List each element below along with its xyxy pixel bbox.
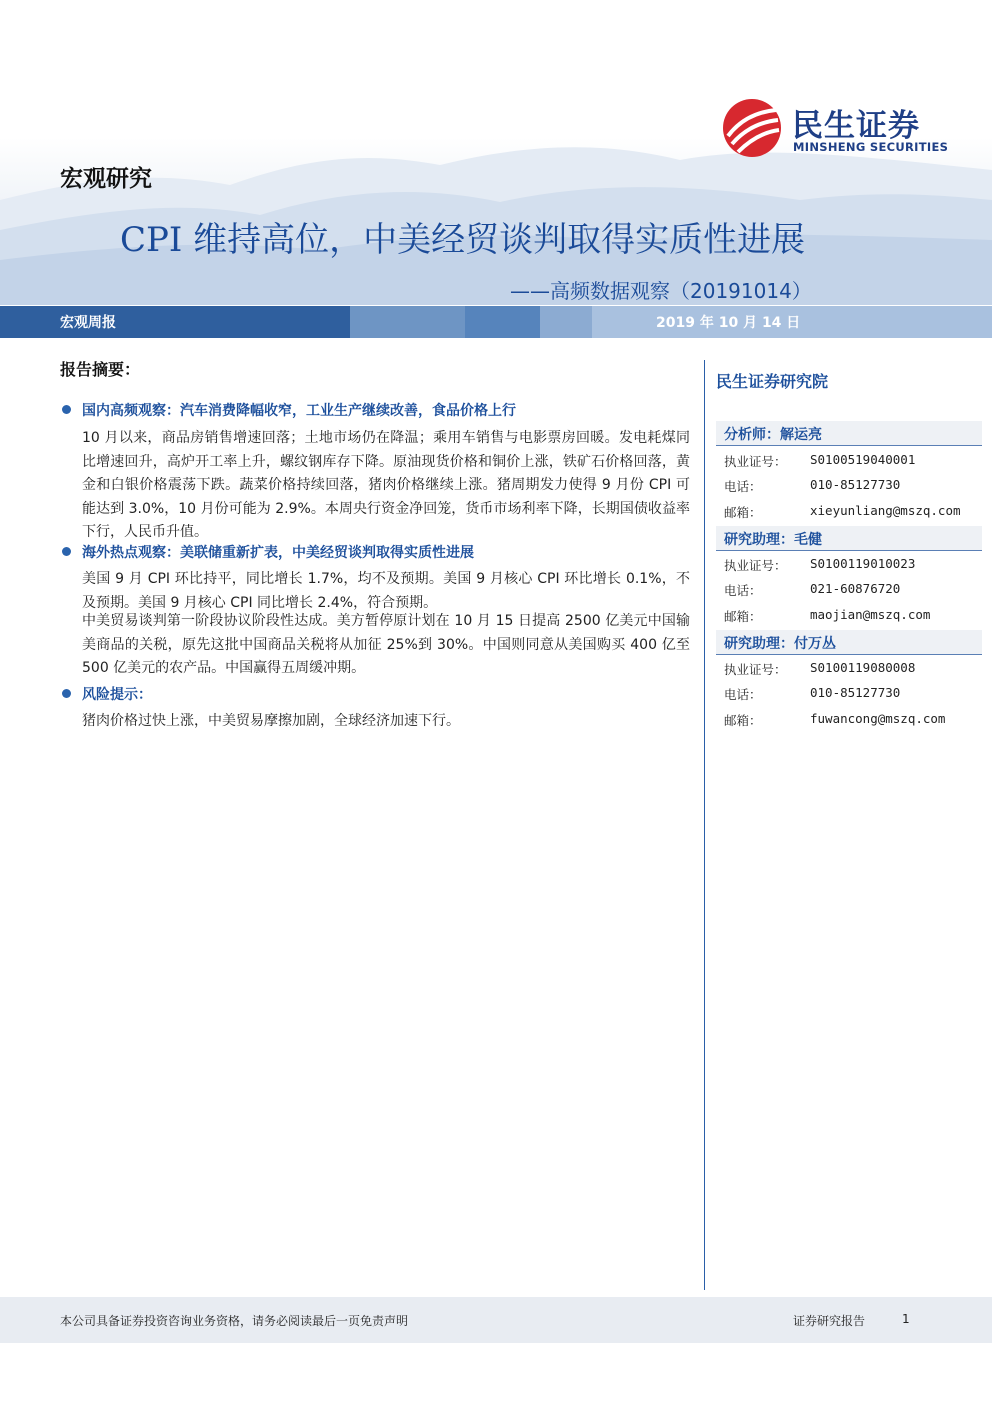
phone-number: 021-60876720 — [810, 581, 901, 596]
bar-segment — [540, 306, 592, 338]
email-link[interactable]: fuwancong@mszq.com — [810, 711, 946, 726]
phone-number: 010-85127730 — [810, 477, 901, 492]
bullet-icon — [62, 405, 71, 414]
institute-name: 民生证券研究院 — [716, 372, 829, 391]
header-bar — [0, 306, 992, 338]
footer-doc-type: 证券研究报告 — [793, 1314, 866, 1328]
bar-segment — [465, 306, 540, 338]
brand-name-cn: 民生证券 — [792, 108, 920, 144]
sidebar-divider — [704, 360, 705, 1290]
report-type-label: 宏观周报 — [60, 315, 116, 331]
page-number: 1 — [902, 1312, 910, 1326]
section-title-overseas: 海外热点观察：美联储重新扩表，中美经贸谈判取得实质性进展 — [82, 545, 474, 561]
bullet-icon — [62, 689, 71, 698]
section-paragraph: 美国 9 月 CPI 环比持平，同比增长 1.7%，均不及预期。美国 9 月核心 CPI 环比增长 0.1%，不及预期。美国 9 月核心 CPI 同比增长 2.4%，符合预期。 — [82, 571, 690, 611]
brand-name-en: MINSHENG SECURITIES — [793, 140, 949, 154]
license-number: S0100119080008 — [810, 660, 916, 675]
license-number: S0100519040001 — [810, 452, 916, 467]
section-paragraph: 10 月以来，商品房销售增速回落；土地市场仍在降温；乘用车销售与电影票房回暖。发电耗煤同比增速回升，高炉开工率上升，螺纹钢库存下降。原油现货价格和铜价上涨，铁矿石价格回落，黄金和白银价格震荡下跌。蔬菜价格持续回落，猪肉价格继续上涨。猪周期发力使得 9 月份 CPI 可能达到 3.0%，10 月份可能为 2.9%。本周央行资金净回笼，货币市场利率下降，长期国债收益率下行，人民币升值。 — [82, 430, 690, 540]
bullet-icon — [62, 547, 71, 556]
email-label: 邮箱： — [724, 609, 762, 624]
minsheng-logo-icon — [722, 98, 782, 158]
license-label: 执业证号： — [724, 558, 787, 573]
footer-disclaimer: 本公司具备证券投资咨询业务资格，请务必阅读最后一页免责声明 — [60, 1314, 409, 1328]
email-label: 邮箱： — [724, 505, 762, 520]
email-label: 邮箱： — [724, 713, 762, 728]
phone-label: 电话： — [724, 479, 762, 494]
report-subtitle: ——高频数据观察（20191014） — [510, 279, 812, 303]
phone-label: 电话： — [724, 583, 762, 598]
assistant-name: 研究助理：毛健 — [724, 532, 822, 548]
email-link[interactable]: xieyunliang@mszq.com — [810, 503, 961, 518]
license-label: 执业证号： — [724, 662, 787, 677]
assistant-role-row — [716, 526, 982, 551]
assistant-role-row — [716, 630, 982, 655]
section-title-risk: 风险提示： — [82, 687, 152, 703]
report-title: CPI 维持高位，中美经贸谈判取得实质性进展 — [120, 220, 806, 260]
license-label: 执业证号： — [724, 454, 787, 469]
bar-segment — [0, 306, 350, 338]
report-category: 宏观研究 — [60, 166, 152, 192]
bar-segment — [350, 306, 465, 338]
section-paragraph: 中美贸易谈判第一阶段协议阶段性达成。美方暂停原计划在 10 月 15 日提高 2500 亿美元中国输美商品的关税，原先这批中国商品关税将从加征 25%到 30%。中国则同意从美国购买 400 亿至 500 亿美元的农产品。中国赢得五周缓冲期。 — [82, 613, 690, 676]
assistant-name: 研究助理：付万丛 — [724, 636, 836, 652]
license-number: S0100119010023 — [810, 556, 916, 571]
section-title-domestic: 国内高频观察：汽车消费降幅收窄，工业生产继续改善，食品价格上行 — [82, 403, 516, 419]
email-link[interactable]: maojian@mszq.com — [810, 607, 931, 622]
phone-number: 010-85127730 — [810, 685, 901, 700]
section-paragraph: 猪肉价格过快上涨，中美贸易摩擦加剧，全球经济加速下行。 — [82, 713, 460, 729]
summary-heading: 报告摘要： — [60, 360, 141, 379]
report-date: 2019 年 10 月 14 日 — [656, 315, 801, 331]
analyst-name: 分析师：解运亮 — [724, 427, 822, 443]
analyst-role-row — [716, 421, 982, 446]
phone-label: 电话： — [724, 687, 762, 702]
